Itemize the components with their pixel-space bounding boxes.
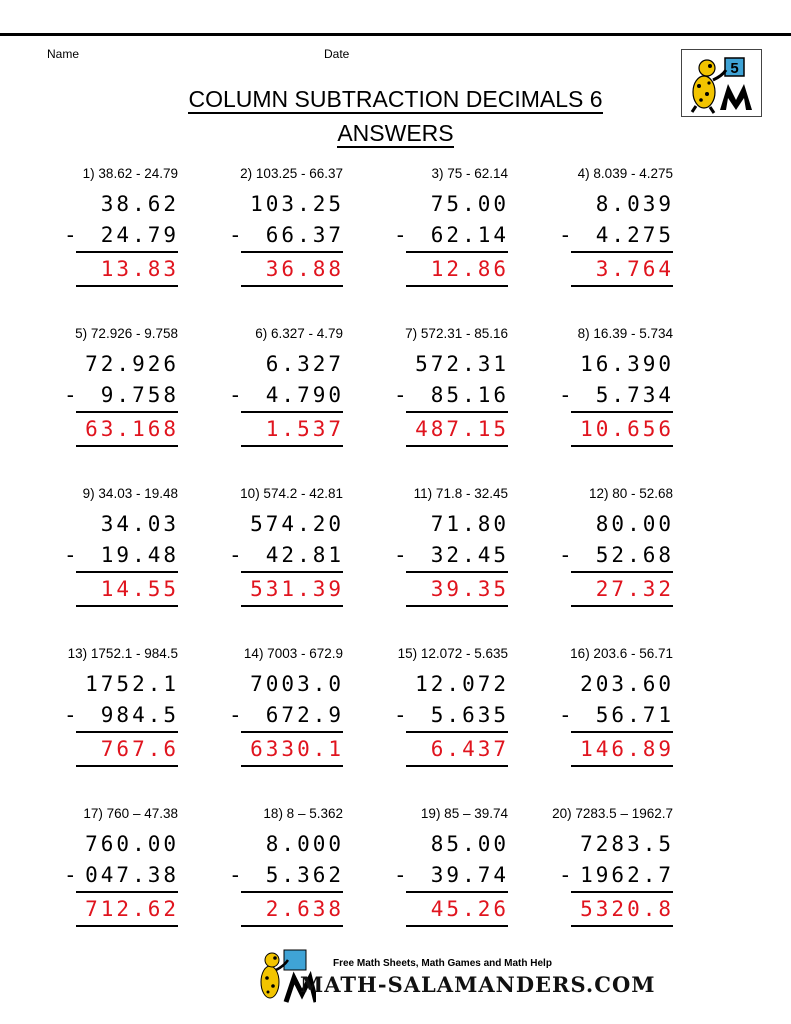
subtrahend: 4.790 bbox=[265, 383, 344, 407]
problem-label: 9) 34.03 - 19.48 bbox=[82, 486, 178, 501]
sum-line-top bbox=[241, 731, 343, 733]
minus-sign: - bbox=[394, 863, 407, 887]
problem-label: 3) 75 - 62.14 bbox=[431, 166, 508, 181]
problem-label: 14) 7003 - 672.9 bbox=[243, 646, 343, 661]
answer: 767.6 bbox=[100, 737, 179, 761]
problem-10 bbox=[205, 486, 385, 646]
problem-label: 15) 12.072 - 5.635 bbox=[397, 646, 508, 661]
sum-line-bottom bbox=[76, 765, 178, 767]
subtrahend: 9.758 bbox=[100, 383, 179, 407]
problem-16 bbox=[535, 646, 715, 806]
answer: 12.86 bbox=[430, 257, 509, 281]
answer: 146.89 bbox=[580, 737, 674, 761]
subtrahend: 047.38 bbox=[85, 863, 179, 887]
minuend: 203.60 bbox=[580, 672, 674, 696]
minus-sign: - bbox=[229, 863, 242, 887]
answer: 63.168 bbox=[85, 417, 179, 441]
subtrahend: 984.5 bbox=[100, 703, 179, 727]
minus-sign: - bbox=[64, 223, 77, 247]
problem-13 bbox=[40, 646, 220, 806]
minuend: 85.00 bbox=[430, 832, 509, 856]
answer: 5320.8 bbox=[580, 897, 674, 921]
problem-17 bbox=[40, 806, 220, 966]
sum-line-top bbox=[571, 411, 673, 413]
minus-sign: - bbox=[559, 703, 572, 727]
answer: 2.638 bbox=[265, 897, 344, 921]
problem-8 bbox=[535, 326, 715, 486]
minus-sign: - bbox=[394, 223, 407, 247]
subtrahend: 32.45 bbox=[430, 543, 509, 567]
answer: 13.83 bbox=[100, 257, 179, 281]
answer: 27.32 bbox=[595, 577, 674, 601]
sum-line-top bbox=[571, 891, 673, 893]
problem-label: 20) 7283.5 – 1962.7 bbox=[552, 806, 673, 821]
answer: 3.764 bbox=[595, 257, 674, 281]
answer: 6.437 bbox=[430, 737, 509, 761]
sum-line-bottom bbox=[406, 445, 508, 447]
name-label: Name bbox=[47, 47, 80, 61]
minuend: 8.039 bbox=[595, 192, 674, 216]
answer: 487.15 bbox=[415, 417, 509, 441]
problem-14 bbox=[205, 646, 385, 806]
sum-line-top bbox=[241, 411, 343, 413]
sum-line-top bbox=[406, 571, 508, 573]
minuend: 572.31 bbox=[415, 352, 509, 376]
minuend: 34.03 bbox=[100, 512, 179, 536]
subtrahend: 52.68 bbox=[595, 543, 674, 567]
minuend: 12.072 bbox=[415, 672, 509, 696]
sum-line-bottom bbox=[241, 285, 343, 287]
subtrahend: 4.275 bbox=[595, 223, 674, 247]
minus-sign: - bbox=[394, 383, 407, 407]
problem-6 bbox=[205, 326, 385, 486]
sum-line-bottom bbox=[571, 925, 673, 927]
problem-label: 2) 103.25 - 66.37 bbox=[240, 166, 343, 181]
minuend: 8.000 bbox=[265, 832, 344, 856]
sum-line-top bbox=[406, 251, 508, 253]
page-title: COLUMN SUBTRACTION DECIMALS 6 bbox=[188, 86, 603, 112]
subtrahend: 1962.7 bbox=[580, 863, 674, 887]
subtrahend: 39.74 bbox=[430, 863, 509, 887]
minus-sign: - bbox=[559, 543, 572, 567]
sum-line-top bbox=[76, 571, 178, 573]
answer: 45.26 bbox=[430, 897, 509, 921]
minuend: 760.00 bbox=[85, 832, 179, 856]
answer: 39.35 bbox=[430, 577, 509, 601]
problem-19 bbox=[370, 806, 550, 966]
problem-label: 11) 71.8 - 32.45 bbox=[413, 486, 508, 501]
minuend: 38.62 bbox=[100, 192, 179, 216]
answer: 10.656 bbox=[580, 417, 674, 441]
problem-15 bbox=[370, 646, 550, 806]
subtrahend: 5.635 bbox=[430, 703, 509, 727]
sum-line-bottom bbox=[76, 445, 178, 447]
minus-sign: - bbox=[229, 543, 242, 567]
sum-line-bottom bbox=[76, 605, 178, 607]
salamander-grade-icon bbox=[682, 50, 761, 116]
problem-label: 6) 6.327 - 4.79 bbox=[255, 326, 343, 341]
minuend: 1752.1 bbox=[85, 672, 179, 696]
sum-line-top bbox=[76, 251, 178, 253]
minus-sign: - bbox=[394, 543, 407, 567]
sum-line-bottom bbox=[241, 605, 343, 607]
sum-line-top bbox=[571, 251, 673, 253]
problem-label: 4) 8.039 - 4.275 bbox=[577, 166, 673, 181]
problem-3 bbox=[370, 166, 550, 326]
minuend: 75.00 bbox=[430, 192, 509, 216]
minuend: 72.926 bbox=[85, 352, 179, 376]
minuend: 7283.5 bbox=[580, 832, 674, 856]
minuend: 80.00 bbox=[595, 512, 674, 536]
footer-site-name: MATH-SALAMANDERS.COM bbox=[300, 972, 656, 997]
problem-label: 16) 203.6 - 56.71 bbox=[570, 646, 673, 661]
minus-sign: - bbox=[229, 223, 242, 247]
sum-line-top bbox=[241, 891, 343, 893]
subtrahend: 56.71 bbox=[595, 703, 674, 727]
answer: 1.537 bbox=[265, 417, 344, 441]
problem-5 bbox=[40, 326, 220, 486]
sum-line-bottom bbox=[241, 925, 343, 927]
top-rule bbox=[0, 33, 791, 36]
subtrahend: 5.362 bbox=[265, 863, 344, 887]
problem-label: 18) 8 – 5.362 bbox=[263, 806, 343, 821]
sum-line-top bbox=[241, 571, 343, 573]
minuend: 71.80 bbox=[430, 512, 509, 536]
sum-line-bottom bbox=[571, 285, 673, 287]
sum-line-top bbox=[76, 891, 178, 893]
sum-line-top bbox=[76, 731, 178, 733]
problem-12 bbox=[535, 486, 715, 646]
sum-line-bottom bbox=[241, 445, 343, 447]
minuend: 6.327 bbox=[265, 352, 344, 376]
sum-line-top bbox=[406, 731, 508, 733]
sum-line-bottom bbox=[571, 605, 673, 607]
sum-line-bottom bbox=[76, 925, 178, 927]
subtrahend: 5.734 bbox=[595, 383, 674, 407]
problem-label: 13) 1752.1 - 984.5 bbox=[67, 646, 178, 661]
subtrahend: 19.48 bbox=[100, 543, 179, 567]
minus-sign: - bbox=[64, 703, 77, 727]
problem-label: 17) 760 – 47.38 bbox=[83, 806, 178, 821]
sum-line-top bbox=[571, 731, 673, 733]
problem-label: 5) 72.926 - 9.758 bbox=[75, 326, 178, 341]
answer: 14.55 bbox=[100, 577, 179, 601]
answer: 531.39 bbox=[250, 577, 344, 601]
minuend: 103.25 bbox=[250, 192, 344, 216]
minus-sign: - bbox=[559, 383, 572, 407]
problem-7 bbox=[370, 326, 550, 486]
sum-line-top bbox=[406, 411, 508, 413]
minus-sign: - bbox=[64, 863, 77, 887]
minuend: 574.20 bbox=[250, 512, 344, 536]
sum-line-top bbox=[76, 411, 178, 413]
minus-sign: - bbox=[229, 383, 242, 407]
problem-1 bbox=[40, 166, 220, 326]
sum-line-bottom bbox=[571, 445, 673, 447]
problem-9 bbox=[40, 486, 220, 646]
minus-sign: - bbox=[559, 863, 572, 887]
problem-20 bbox=[535, 806, 715, 966]
subtrahend: 85.16 bbox=[430, 383, 509, 407]
minus-sign: - bbox=[559, 223, 572, 247]
problem-label: 1) 38.62 - 24.79 bbox=[82, 166, 178, 181]
subtrahend: 672.9 bbox=[265, 703, 344, 727]
minuend: 16.390 bbox=[580, 352, 674, 376]
minus-sign: - bbox=[394, 703, 407, 727]
subtrahend: 66.37 bbox=[265, 223, 344, 247]
minus-sign: - bbox=[229, 703, 242, 727]
problem-label: 7) 572.31 - 85.16 bbox=[405, 326, 508, 341]
sum-line-bottom bbox=[406, 925, 508, 927]
minuend: 7003.0 bbox=[250, 672, 344, 696]
sum-line-top bbox=[241, 251, 343, 253]
problem-label: 19) 85 – 39.74 bbox=[420, 806, 508, 821]
sum-line-bottom bbox=[406, 285, 508, 287]
problem-11 bbox=[370, 486, 550, 646]
page-subtitle: ANSWERS bbox=[337, 120, 454, 146]
sum-line-bottom bbox=[406, 605, 508, 607]
sum-line-bottom bbox=[76, 285, 178, 287]
sum-line-bottom bbox=[406, 765, 508, 767]
sum-line-top bbox=[571, 571, 673, 573]
grade-logo bbox=[681, 49, 762, 117]
problem-18 bbox=[205, 806, 385, 966]
svg-text:5: 5 bbox=[730, 60, 739, 77]
subtrahend: 42.81 bbox=[265, 543, 344, 567]
problem-label: 10) 574.2 - 42.81 bbox=[240, 486, 343, 501]
problem-4 bbox=[535, 166, 715, 326]
problem-label: 8) 16.39 - 5.734 bbox=[577, 326, 673, 341]
answer: 6330.1 bbox=[250, 737, 344, 761]
problem-2 bbox=[205, 166, 385, 326]
answer: 36.88 bbox=[265, 257, 344, 281]
sum-line-top bbox=[406, 891, 508, 893]
minus-sign: - bbox=[64, 543, 77, 567]
minus-sign: - bbox=[64, 383, 77, 407]
subtrahend: 62.14 bbox=[430, 223, 509, 247]
problem-label: 12) 80 - 52.68 bbox=[588, 486, 673, 501]
footer-tagline: Free Math Sheets, Math Games and Math Help bbox=[333, 958, 552, 969]
date-label: Date bbox=[324, 47, 350, 61]
sum-line-bottom bbox=[571, 765, 673, 767]
subtrahend: 24.79 bbox=[100, 223, 179, 247]
answer: 712.62 bbox=[85, 897, 179, 921]
sum-line-bottom bbox=[241, 765, 343, 767]
